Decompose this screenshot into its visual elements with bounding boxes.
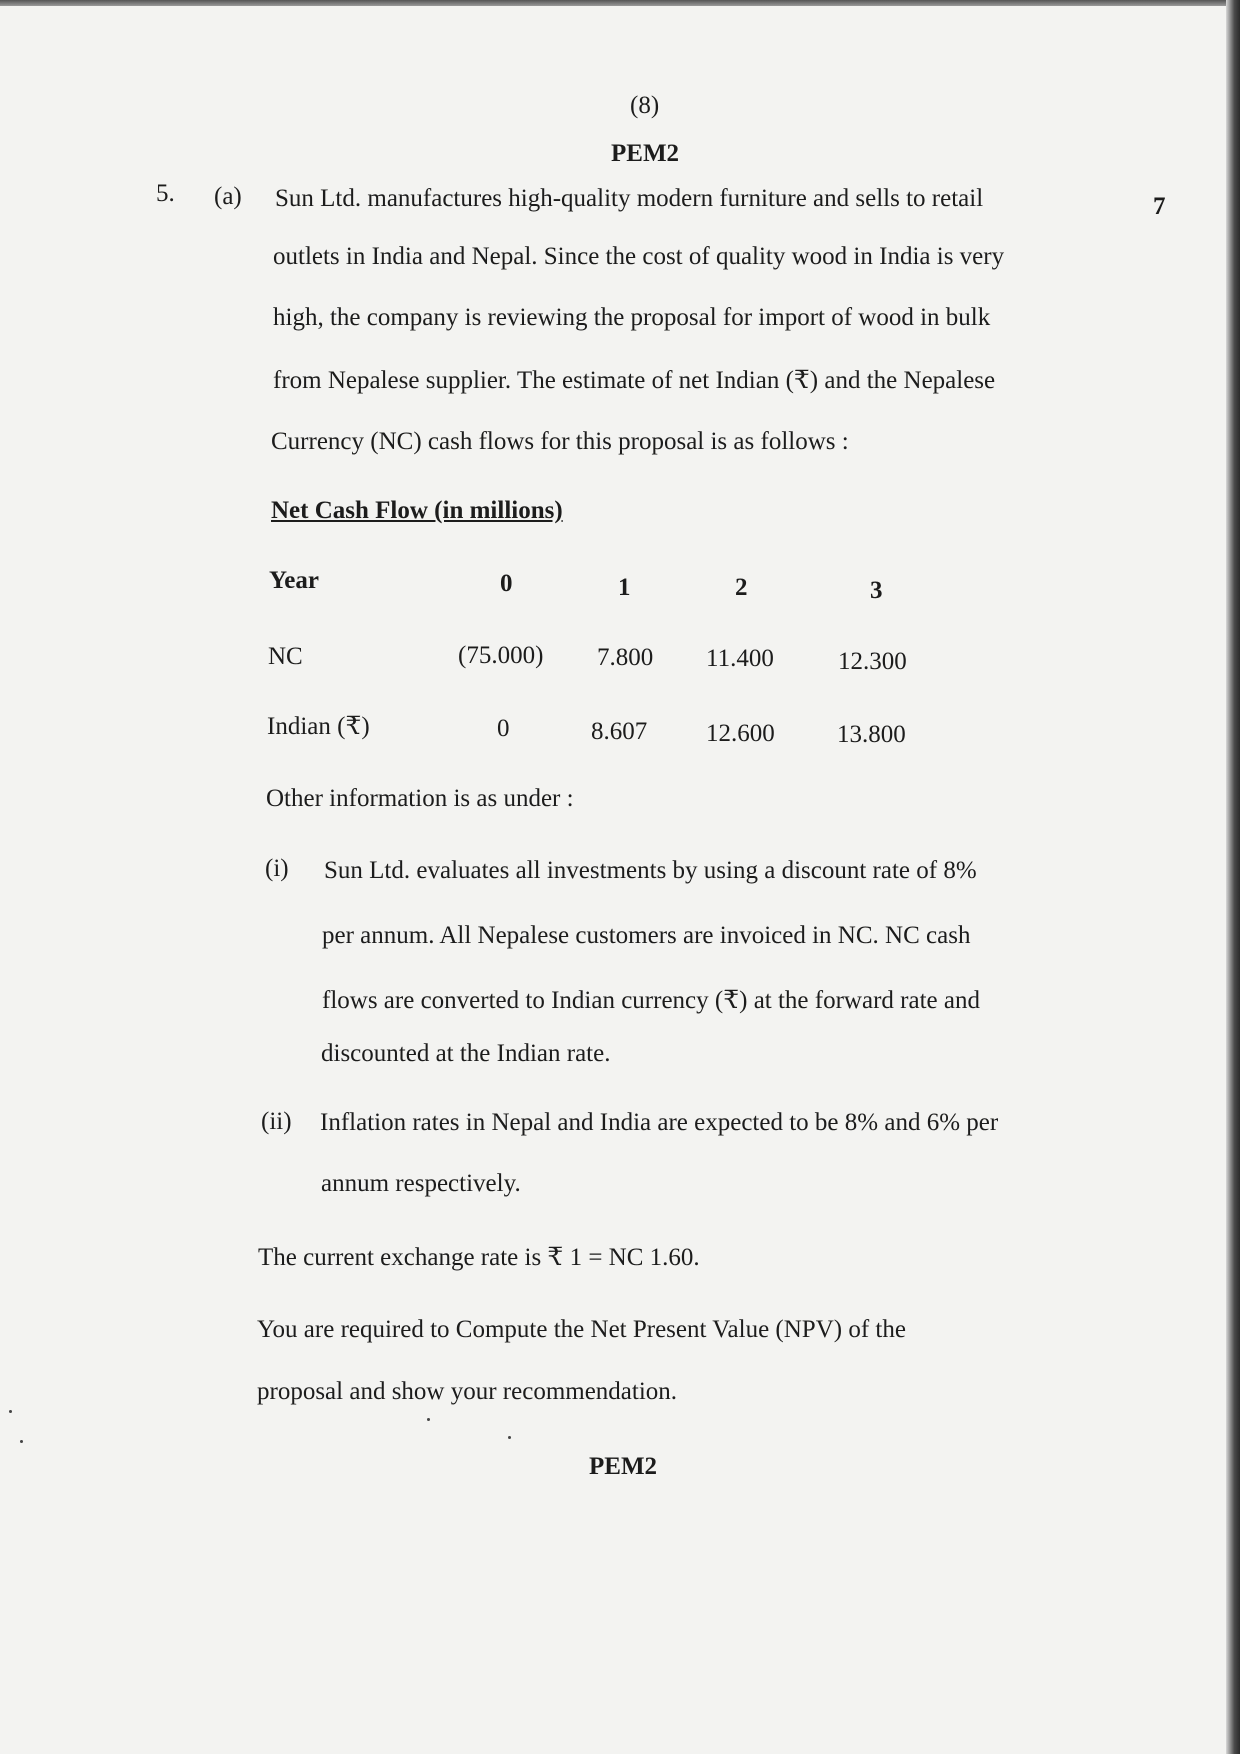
- table-header-year: 0: [500, 570, 513, 597]
- page-number: (8): [630, 92, 660, 119]
- intro-line: outlets in India and Nepal. Since the cost of quality wood in India is very: [273, 243, 1005, 270]
- scan-right-edge: [1226, 0, 1240, 1754]
- intro-line: from Nepalese supplier. The estimate of net Indian (₹) and the Nepalese: [273, 367, 996, 394]
- table-header-year: 3: [870, 577, 883, 604]
- table-cell: 12.600: [706, 720, 775, 747]
- table-cell: 12.300: [838, 648, 907, 675]
- table-cell: 8.607: [591, 718, 648, 745]
- requirement-line: proposal and show your recommendation.: [257, 1378, 678, 1405]
- table-header-label: Year: [269, 567, 319, 594]
- point-line: Inflation rates in Nepal and India are expected to be 8% and 6% per: [320, 1109, 999, 1136]
- scan-top-edge: [0, 0, 1240, 6]
- scan-speck: [9, 1410, 12, 1413]
- exchange-rate-text: The current exchange rate is ₹ 1 = NC 1.60.: [258, 1244, 700, 1271]
- question-marks: 7: [1153, 193, 1166, 220]
- table-title: Net Cash Flow (in millions): [271, 497, 563, 524]
- point-line: annum respectively.: [321, 1170, 521, 1197]
- point-line: per annum. All Nepalese customers are invoiced in NC. NC cash: [322, 922, 971, 949]
- point-line: Sun Ltd. evaluates all investments by using a discount rate of 8%: [324, 857, 977, 884]
- intro-line: Currency (NC) cash flows for this proposal is as follows :: [271, 428, 849, 455]
- paper-code-footer: PEM2: [589, 1453, 658, 1480]
- table-row-label: Indian (₹): [267, 713, 370, 740]
- table-cell: 0: [497, 715, 510, 742]
- table-header-year: 2: [735, 574, 748, 601]
- table-header-year: 1: [618, 574, 631, 601]
- paper-code-header: PEM2: [611, 140, 680, 167]
- table-cell: 7.800: [597, 644, 654, 671]
- intro-line: Sun Ltd. manufactures high-quality modern furniture and sells to retail: [275, 185, 984, 212]
- point-line: flows are converted to Indian currency (₹) at the forward rate and: [322, 987, 980, 1014]
- point-number: (i): [265, 855, 289, 882]
- table-cell: 13.800: [837, 721, 906, 748]
- table-cell: 11.400: [706, 645, 774, 672]
- scan-speck: [20, 1440, 23, 1443]
- other-info-heading: Other information is as under :: [266, 785, 574, 812]
- question-part: (a): [214, 183, 242, 210]
- scan-speck: [427, 1418, 430, 1421]
- question-number: 5.: [156, 180, 175, 207]
- point-number: (ii): [261, 1108, 292, 1135]
- table-row-label: NC: [268, 643, 303, 670]
- scan-speck: [508, 1436, 511, 1439]
- table-cell: (75.000): [458, 642, 544, 669]
- point-line: discounted at the Indian rate.: [321, 1040, 611, 1067]
- intro-line: high, the company is reviewing the proposal for import of wood in bulk: [273, 304, 991, 331]
- requirement-line: You are required to Compute the Net Present Value (NPV) of the: [257, 1316, 906, 1343]
